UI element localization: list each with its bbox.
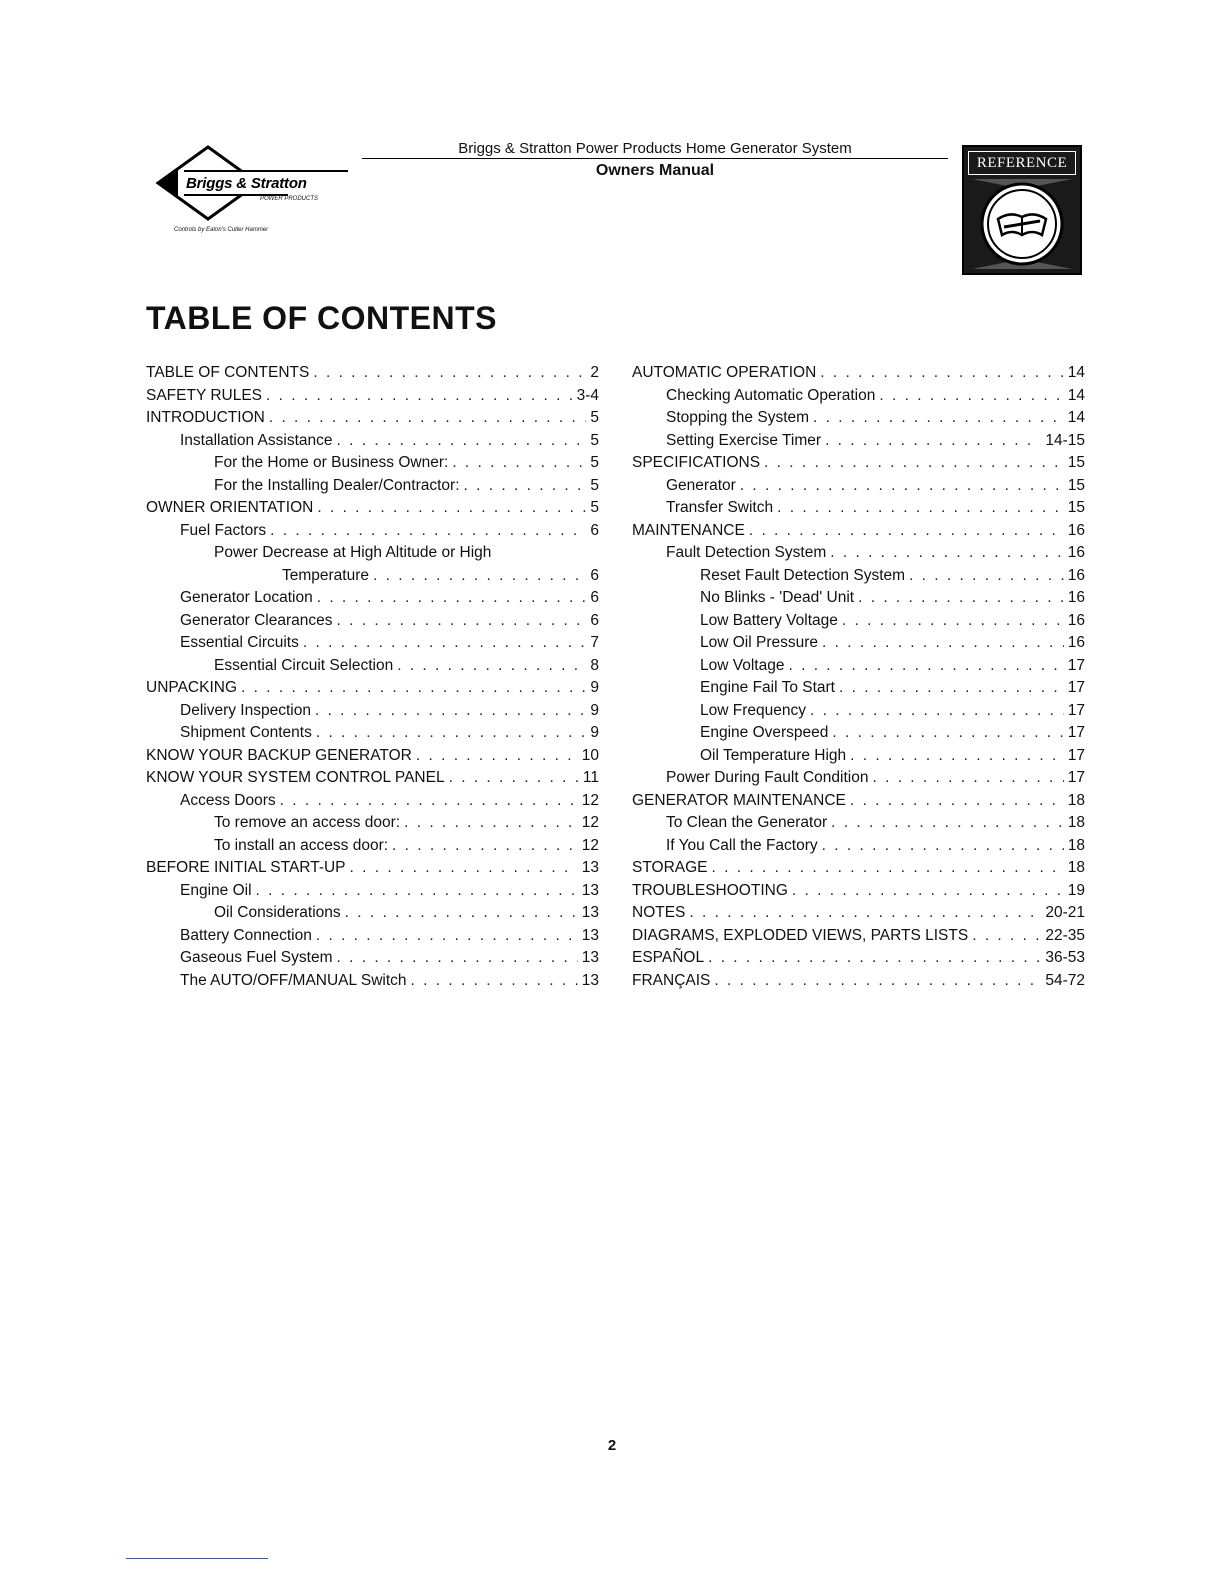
- toc-dot-leader: [464, 475, 587, 498]
- toc-entry-title: BEFORE INITIAL START-UP: [146, 859, 346, 876]
- toc-entry-page: 17: [1067, 769, 1085, 786]
- toc-entry-title: Power Decrease at High Altitude or High: [214, 544, 492, 561]
- toc-dot-leader: [397, 655, 586, 678]
- toc-entry-page: 14-15: [1045, 431, 1085, 449]
- toc-entry: [632, 520, 1085, 543]
- toc-dot-leader: [872, 767, 1063, 790]
- toc-entry: [146, 970, 599, 993]
- toc-entry-page: 16: [1067, 521, 1085, 539]
- toc-entry: [632, 790, 1085, 813]
- toc-column-right: [632, 362, 1085, 992]
- toc-entry-title: NOTES: [632, 904, 686, 921]
- toc-entry-page: 12: [581, 791, 599, 809]
- toc-dot-leader: [749, 520, 1064, 543]
- toc-entry-title: KNOW YOUR SYSTEM CONTROL PANEL: [146, 769, 445, 786]
- toc-entry: [632, 745, 1085, 768]
- toc-entry-page: 22-35: [1045, 926, 1085, 944]
- toc-dot-leader: [452, 452, 586, 475]
- toc-entry-page: 17: [1067, 724, 1085, 741]
- toc-entry-title: Generator: [666, 476, 736, 494]
- toc-entry-page: 17: [1067, 746, 1085, 764]
- toc-entry-title: Shipment Contents: [180, 724, 312, 741]
- toc-entry-title: Temperature: [282, 566, 370, 584]
- toc-dot-leader: [316, 925, 578, 948]
- toc-entry-page: 15: [1067, 476, 1085, 494]
- toc-entry: [146, 880, 599, 903]
- toc-entry-page: 19: [1067, 881, 1085, 899]
- toc-entry-page: 13: [581, 949, 599, 966]
- toc-entry: [632, 587, 1085, 610]
- toc-dot-leader: [449, 767, 579, 790]
- toc-entry-page: 13: [581, 904, 599, 921]
- toc-entry: [146, 745, 599, 768]
- reference-label: REFERENCE: [968, 151, 1076, 175]
- toc-entry-title: Power During Fault Condition: [666, 769, 869, 786]
- toc-entry: [632, 452, 1085, 475]
- toc-entry-title: If You Call the Factory: [666, 836, 818, 854]
- toc-entry: [632, 970, 1085, 993]
- toc-dot-leader: [820, 362, 1063, 385]
- toc-entry: [146, 610, 599, 633]
- toc-entry-title: To remove an access door:: [214, 814, 401, 831]
- toc-entry-title: Essential Circuit Selection: [214, 656, 394, 674]
- toc-entry: [146, 677, 599, 700]
- toc-dot-leader: [832, 722, 1063, 745]
- toc-entry-page: 10: [581, 746, 599, 764]
- logo-brand-text: Briggs & Stratton: [186, 175, 307, 192]
- toc-entry: [146, 722, 599, 745]
- toc-entry-page: 8: [590, 656, 599, 674]
- toc-entry-page: 16: [1067, 544, 1085, 561]
- toc-entry: [632, 610, 1085, 633]
- toc-entry-title: No Blinks - 'Dead' Unit: [700, 589, 855, 606]
- toc-dot-leader: [850, 745, 1064, 768]
- toc-entry: [632, 880, 1085, 903]
- toc-entry: [146, 385, 599, 408]
- toc-entry: [146, 947, 599, 970]
- toc-entry: [146, 812, 599, 835]
- toc-entry: [146, 565, 599, 588]
- toc-entry-page: 15: [1067, 499, 1085, 516]
- toc-entry: [146, 700, 599, 723]
- toc-dot-leader: [317, 497, 586, 520]
- toc-entry-title: The AUTO/OFF/MANUAL Switch: [180, 971, 407, 989]
- toc-dot-leader: [764, 452, 1064, 475]
- toc-entry-title: SAFETY RULES: [146, 386, 263, 404]
- toc-entry-page: 18: [1067, 836, 1085, 854]
- toc-entry: [146, 632, 599, 655]
- toc-dot-leader: [280, 790, 578, 813]
- toc-dot-leader: [416, 745, 578, 768]
- header-subtitle: Owners Manual: [595, 162, 715, 179]
- toc-entry-title: MAINTENANCE: [632, 521, 745, 539]
- toc-entry-title: Reset Fault Detection System: [700, 566, 906, 584]
- toc-entry-page: 17: [1067, 679, 1085, 696]
- toc-dot-leader: [241, 677, 586, 700]
- toc-entry-title: Low Frequency: [700, 701, 806, 719]
- toc-entry-title: Fault Detection System: [666, 544, 827, 561]
- toc-entry-page: 12: [581, 836, 599, 854]
- toc-entry-title: STORAGE: [632, 859, 708, 876]
- toc-dot-leader: [404, 812, 578, 835]
- toc-entry: [632, 497, 1085, 520]
- toc-dot-leader: [972, 925, 1041, 948]
- toc-entry: [632, 767, 1085, 790]
- logo-controls-text: Controls by Eaton's Cutler Hammer: [174, 227, 269, 233]
- toc-entry-page: 16: [1067, 611, 1085, 629]
- toc-entry-page: 17: [1067, 701, 1085, 719]
- toc-dot-leader: [909, 565, 1064, 588]
- toc-entry-page: 9: [590, 701, 599, 719]
- toc-dot-leader: [822, 835, 1064, 858]
- toc-entry-page: 36-53: [1045, 949, 1085, 966]
- footer-rule: [126, 1558, 268, 1559]
- toc-entry-page: 5: [590, 499, 599, 516]
- toc-entry-title: Engine Oil: [180, 881, 252, 899]
- toc-entry-page: 5: [590, 454, 599, 471]
- toc-dot-leader: [740, 475, 1064, 498]
- header-title: Briggs & Stratton Power Products Home Generator System: [458, 140, 852, 157]
- toc-dot-leader: [712, 857, 1064, 880]
- toc-dot-leader: [825, 430, 1041, 453]
- toc-entry: [146, 430, 599, 453]
- toc-entry-title: To Clean the Generator: [666, 814, 828, 831]
- toc-dot-leader: [411, 970, 578, 993]
- toc-entry: [632, 925, 1085, 948]
- toc-dot-leader: [350, 857, 578, 880]
- toc-entry-page: 18: [1067, 859, 1085, 876]
- toc-entry-title: FRANÇAIS: [632, 971, 711, 989]
- toc-entry-title: Essential Circuits: [180, 634, 299, 651]
- toc-entry-page: 12: [581, 814, 599, 831]
- toc-entry-page: 14: [1067, 386, 1085, 404]
- toc-entry: [632, 565, 1085, 588]
- toc-entry: [146, 475, 599, 498]
- toc-entry: [146, 857, 599, 880]
- toc-entry-title: KNOW YOUR BACKUP GENERATOR: [146, 746, 412, 764]
- toc-entry-title: Access Doors: [180, 791, 276, 809]
- toc-entry-page: 20-21: [1045, 904, 1085, 921]
- toc-entry-page: 13: [581, 881, 599, 899]
- toc-entry-title: Installation Assistance: [180, 431, 333, 449]
- toc-dot-leader: [315, 700, 586, 723]
- toc-entry-title: OWNER ORIENTATION: [146, 499, 314, 516]
- toc-entry: [146, 497, 599, 520]
- toc-entry-title: Engine Overspeed: [700, 724, 829, 741]
- toc-dot-leader: [313, 362, 586, 385]
- brand-logo: [148, 145, 368, 245]
- reference-badge: [962, 145, 1082, 275]
- toc-entry: [146, 362, 599, 385]
- toc-entry-page: 5: [590, 409, 599, 426]
- toc-dot-leader: [850, 790, 1064, 813]
- toc-dot-leader: [266, 385, 573, 408]
- toc-dot-leader: [830, 542, 1064, 565]
- toc-entry: [146, 587, 599, 610]
- toc-entry-title: Battery Connection: [180, 926, 312, 944]
- toc-entry-title: Gaseous Fuel System: [180, 949, 333, 966]
- toc-entry-title: Generator Location: [180, 589, 313, 606]
- page-number: 2: [607, 1437, 617, 1454]
- toc-entry: [632, 385, 1085, 408]
- toc-entry: [632, 857, 1085, 880]
- toc-entry-page: 14: [1067, 409, 1085, 426]
- toc-entry-title: Delivery Inspection: [180, 701, 311, 719]
- toc-entry-page: 7: [590, 634, 599, 651]
- toc-dot-leader: [792, 880, 1064, 903]
- toc-entry-title: Engine Fail To Start: [700, 679, 835, 696]
- toc-entry-page: 13: [581, 859, 599, 876]
- toc-dot-leader: [879, 385, 1063, 408]
- toc-entry: [146, 925, 599, 948]
- toc-dot-leader: [831, 812, 1064, 835]
- toc-entry: [632, 902, 1085, 925]
- toc-entry: [632, 835, 1085, 858]
- toc-dot-leader: [337, 430, 587, 453]
- toc-entry: [632, 700, 1085, 723]
- toc-entry-page: 6: [590, 611, 599, 629]
- toc-dot-leader: [708, 947, 1041, 970]
- toc-entry-page: 6: [590, 589, 599, 606]
- toc-entry-page: 11: [582, 769, 599, 786]
- toc-entry-title: Fuel Factors: [180, 521, 267, 539]
- toc-entry: [146, 655, 599, 678]
- toc-entry: [632, 430, 1085, 453]
- toc-entry: [632, 475, 1085, 498]
- toc-dot-leader: [839, 677, 1064, 700]
- toc-dot-leader: [317, 587, 587, 610]
- toc-entry-title: Low Voltage: [700, 656, 785, 674]
- toc-entry-page: 16: [1067, 634, 1085, 651]
- toc-dot-leader: [316, 722, 587, 745]
- toc-entry-page: 6: [590, 521, 599, 539]
- toc-entry-page: 18: [1067, 791, 1085, 809]
- toc-dot-leader: [270, 520, 586, 543]
- toc-entry-page: 16: [1067, 589, 1085, 606]
- toc-entry-title: Generator Clearances: [180, 611, 333, 629]
- toc-entry-title: TABLE OF CONTENTS: [146, 364, 310, 381]
- toc-entry-page: 54-72: [1045, 971, 1085, 989]
- toc-entry: [146, 520, 599, 543]
- toc-entry-page: 13: [581, 971, 599, 989]
- toc-entry-title: DIAGRAMS, EXPLODED VIEWS, PARTS LISTS: [632, 926, 969, 944]
- toc-entry-title: Oil Temperature High: [700, 746, 847, 764]
- toc-entry-page: 5: [590, 476, 599, 494]
- toc-dot-leader: [336, 947, 577, 970]
- header-divider: [362, 158, 948, 159]
- toc-entry-page: 14: [1067, 364, 1085, 381]
- toc-dot-leader: [269, 407, 587, 430]
- toc-entry-page: 9: [590, 724, 599, 741]
- toc-column-left: [146, 362, 599, 992]
- toc-entry: [632, 722, 1085, 745]
- toc-dot-leader: [714, 970, 1041, 993]
- toc-entry: [146, 835, 599, 858]
- toc-dot-leader: [303, 632, 587, 655]
- toc-entry-page: 13: [581, 926, 599, 944]
- toc-entry-title: ESPAÑOL: [632, 949, 705, 966]
- toc-dot-leader: [689, 902, 1041, 925]
- toc-entry: [146, 902, 599, 925]
- toc-entry: [632, 677, 1085, 700]
- toc-entry-title: Setting Exercise Timer: [666, 431, 822, 449]
- toc-entry-page: 17: [1067, 656, 1085, 674]
- toc-entry-page: 18: [1067, 814, 1085, 831]
- toc-entry-title: SPECIFICATIONS: [632, 454, 761, 471]
- toc-dot-leader: [256, 880, 578, 903]
- toc-entry: [146, 452, 599, 475]
- toc-entry-title: AUTOMATIC OPERATION: [632, 364, 817, 381]
- toc-entry: [146, 790, 599, 813]
- toc-entry-title: To install an access door:: [214, 836, 389, 854]
- toc-dot-leader: [392, 835, 578, 858]
- toc-entry-page: 5: [590, 431, 599, 449]
- toc-dot-leader: [842, 610, 1064, 633]
- toc-entry-page: 9: [590, 679, 599, 696]
- toc-entry-title: For the Home or Business Owner:: [214, 454, 449, 471]
- toc-entry-title: Low Oil Pressure: [700, 634, 819, 651]
- logo-sub-text: POWER PRODUCTS: [260, 196, 319, 202]
- toc-entry: [146, 407, 599, 430]
- toc-entry: [146, 767, 599, 790]
- toc-entry-page: 2: [590, 364, 599, 381]
- toc-dot-leader: [822, 632, 1064, 655]
- toc-entry-title: Oil Considerations: [214, 904, 341, 921]
- toc-entry: [632, 407, 1085, 430]
- toc-entry-title: TROUBLESHOOTING: [632, 881, 788, 899]
- toc-dot-leader: [373, 565, 586, 588]
- toc-entry-title: INTRODUCTION: [146, 409, 265, 426]
- toc-dot-leader: [788, 655, 1063, 678]
- toc-entry-page: 16: [1067, 566, 1085, 584]
- toc-dot-leader: [345, 902, 578, 925]
- page-title: TABLE OF CONTENTS: [146, 300, 497, 336]
- toc-dot-leader: [810, 700, 1064, 723]
- toc-entry-title: Checking Automatic Operation: [666, 386, 876, 404]
- toc-entry-title: GENERATOR MAINTENANCE: [632, 791, 846, 809]
- toc-dot-leader: [813, 407, 1064, 430]
- toc-dot-leader: [858, 587, 1064, 610]
- toc-entry: [146, 542, 599, 565]
- book-icon: [972, 179, 1072, 269]
- toc-entry-title: Low Battery Voltage: [700, 611, 838, 629]
- toc-entry: [632, 362, 1085, 385]
- toc-entry: [632, 542, 1085, 565]
- toc-dot-leader: [337, 610, 587, 633]
- toc-entry-title: Stopping the System: [666, 409, 810, 426]
- toc-entry: [632, 632, 1085, 655]
- toc-entry-title: For the Installing Dealer/Contractor:: [214, 476, 460, 494]
- toc-dot-leader: [777, 497, 1064, 520]
- toc-entry: [632, 947, 1085, 970]
- toc-entry-title: UNPACKING: [146, 679, 238, 696]
- toc-entry: [632, 812, 1085, 835]
- toc-entry-page: 15: [1067, 454, 1085, 471]
- toc-entry-page: 3-4: [576, 386, 599, 404]
- toc-entry-title: Transfer Switch: [666, 499, 774, 516]
- toc-entry-page: 6: [590, 566, 599, 584]
- toc-entry: [632, 655, 1085, 678]
